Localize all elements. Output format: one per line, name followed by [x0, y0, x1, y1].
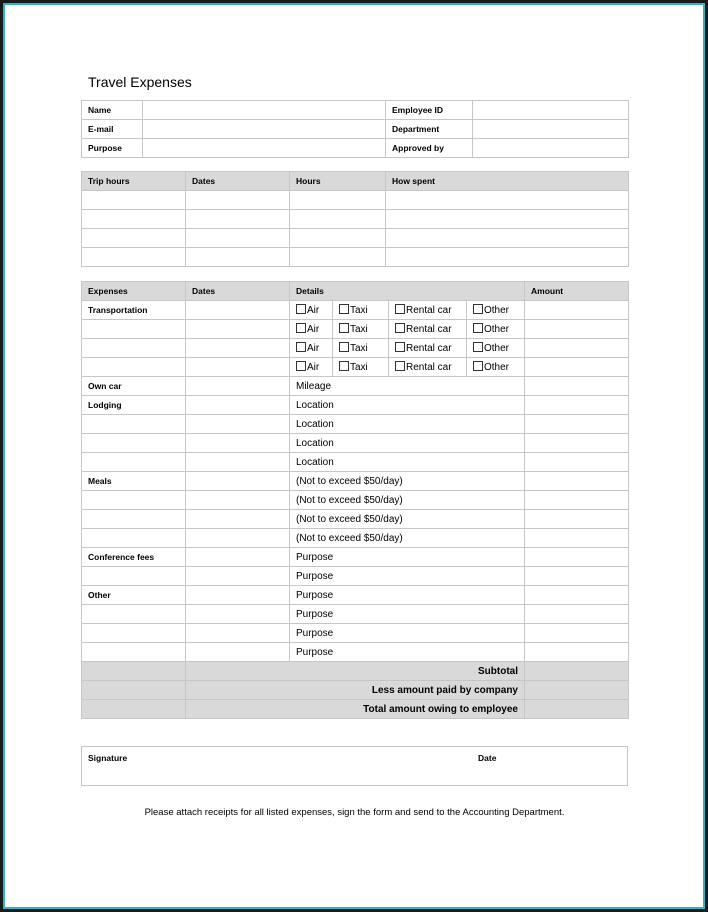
date-cell[interactable]	[186, 453, 290, 472]
checkbox-air[interactable]	[296, 342, 306, 352]
rental-car-option[interactable]: Rental car	[389, 358, 467, 377]
how-spent-header: How spent	[386, 172, 629, 191]
category-cell	[82, 339, 186, 358]
trip-hours-table	[81, 171, 629, 267]
purpose-label: Purpose	[82, 139, 143, 158]
amount-cell[interactable]	[525, 510, 629, 529]
email-label: E-mail	[82, 120, 143, 139]
expenses-table	[81, 281, 629, 719]
employee-info-table	[81, 100, 629, 158]
trip-cell[interactable]	[386, 210, 629, 229]
date-cell[interactable]	[186, 339, 290, 358]
amount-header: Amount	[525, 282, 629, 301]
category-cell	[82, 605, 186, 624]
table-row	[82, 434, 629, 453]
checkbox-rental-car[interactable]	[395, 323, 405, 333]
date-cell[interactable]	[186, 377, 290, 396]
date-label: Date	[478, 753, 497, 763]
trip-cell[interactable]	[82, 248, 186, 267]
amount-cell[interactable]	[525, 358, 629, 377]
date-cell[interactable]	[186, 358, 290, 377]
taxi-option[interactable]: Taxi	[333, 339, 389, 358]
table-row	[82, 191, 629, 210]
amount-cell[interactable]	[525, 453, 629, 472]
table-row	[82, 453, 629, 472]
date-cell[interactable]	[186, 643, 290, 662]
other-option[interactable]: Other	[467, 301, 525, 320]
table-row	[82, 248, 629, 267]
trip-cell[interactable]	[290, 248, 386, 267]
purpose-field[interactable]	[143, 139, 386, 158]
signature-box[interactable]	[81, 746, 628, 786]
amount-cell[interactable]	[525, 320, 629, 339]
category-cell	[82, 358, 186, 377]
rental-car-option[interactable]: Rental car	[389, 301, 467, 320]
footer-note: Please attach receipts for all listed expenses, sign the form and send to the Accounting Department.	[144, 807, 565, 818]
amount-cell[interactable]	[525, 396, 629, 415]
table-row	[82, 605, 629, 624]
taxi-option[interactable]: Taxi	[333, 320, 389, 339]
purpose-cell[interactable]: Purpose	[290, 643, 525, 662]
location-cell[interactable]: Location	[290, 415, 525, 434]
checkbox-rental-car[interactable]	[395, 304, 405, 314]
signature-label: Signature	[88, 753, 128, 763]
purpose-cell[interactable]: Purpose	[290, 567, 525, 586]
checkbox-air[interactable]	[296, 361, 306, 371]
table-row	[82, 320, 629, 339]
table-row	[82, 396, 629, 415]
amount-cell[interactable]	[525, 624, 629, 643]
checkbox-taxi[interactable]	[339, 323, 349, 333]
table-row	[82, 415, 629, 434]
checkbox-other[interactable]	[473, 304, 483, 314]
date-cell[interactable]	[186, 605, 290, 624]
totals-spacer	[82, 681, 186, 700]
trip-cell[interactable]	[186, 229, 290, 248]
subtotal-label: Subtotal	[186, 662, 525, 681]
meals-limit-cell[interactable]: (Not to exceed $50/day)	[290, 472, 525, 491]
table-row	[82, 377, 629, 396]
air-option[interactable]: Air	[290, 301, 333, 320]
amount-cell[interactable]	[525, 434, 629, 453]
other-option[interactable]: Other	[467, 320, 525, 339]
own-car-label: Own car	[82, 377, 186, 396]
amount-cell[interactable]	[525, 415, 629, 434]
category-cell	[82, 529, 186, 548]
purpose-cell[interactable]: Purpose	[290, 586, 525, 605]
table-row	[82, 491, 629, 510]
date-cell[interactable]	[186, 415, 290, 434]
table-row	[82, 624, 629, 643]
air-option[interactable]: Air	[290, 358, 333, 377]
less-paid-row	[82, 681, 629, 700]
trip-cell[interactable]	[386, 229, 629, 248]
name-label: Name	[82, 101, 143, 120]
trip-cell[interactable]	[386, 248, 629, 267]
mileage-cell[interactable]: Mileage	[290, 377, 525, 396]
email-field[interactable]	[143, 120, 386, 139]
category-cell	[82, 453, 186, 472]
table-row	[82, 643, 629, 662]
checkbox-other[interactable]	[473, 361, 483, 371]
purpose-cell[interactable]: Purpose	[290, 605, 525, 624]
taxi-option[interactable]: Taxi	[333, 301, 389, 320]
location-cell[interactable]: Location	[290, 396, 525, 415]
approved-by-label: Approved by	[386, 139, 473, 158]
meals-limit-cell[interactable]: (Not to exceed $50/day)	[290, 529, 525, 548]
amount-cell[interactable]	[525, 548, 629, 567]
less-paid-amount[interactable]	[525, 681, 629, 700]
checkbox-taxi[interactable]	[339, 361, 349, 371]
amount-cell[interactable]	[525, 301, 629, 320]
meals-label: Meals	[82, 472, 186, 491]
location-cell[interactable]: Location	[290, 434, 525, 453]
date-cell[interactable]	[186, 434, 290, 453]
trip-cell[interactable]	[82, 229, 186, 248]
rental-car-option[interactable]: Rental car	[389, 339, 467, 358]
checkbox-air[interactable]	[296, 323, 306, 333]
date-cell[interactable]	[186, 396, 290, 415]
category-cell	[82, 624, 186, 643]
table-row	[82, 472, 629, 491]
table-row	[82, 210, 629, 229]
checkbox-rental-car[interactable]	[395, 361, 405, 371]
table-row	[82, 548, 629, 567]
meals-limit-cell[interactable]: (Not to exceed $50/day)	[290, 510, 525, 529]
date-cell[interactable]	[186, 529, 290, 548]
table-row	[82, 229, 629, 248]
date-cell[interactable]	[186, 548, 290, 567]
trip-hours-col-header: Hours	[290, 172, 386, 191]
form-page	[5, 5, 703, 907]
trip-cell[interactable]	[186, 248, 290, 267]
amount-cell[interactable]	[525, 643, 629, 662]
checkbox-air[interactable]	[296, 304, 306, 314]
category-cell	[82, 510, 186, 529]
totals-spacer	[82, 700, 186, 719]
date-cell[interactable]	[186, 472, 290, 491]
table-row	[82, 339, 629, 358]
date-cell[interactable]	[186, 301, 290, 320]
table-row	[82, 529, 629, 548]
table-row	[82, 567, 629, 586]
date-cell[interactable]	[186, 491, 290, 510]
table-row	[82, 510, 629, 529]
checkbox-taxi[interactable]	[339, 304, 349, 314]
other-option[interactable]: Other	[467, 358, 525, 377]
category-cell	[82, 415, 186, 434]
totals-spacer	[82, 662, 186, 681]
amount-cell[interactable]	[525, 491, 629, 510]
trip-cell[interactable]	[290, 210, 386, 229]
category-cell	[82, 491, 186, 510]
category-cell	[82, 567, 186, 586]
amount-cell[interactable]	[525, 529, 629, 548]
dates-header: Dates	[186, 282, 290, 301]
lodging-label: Lodging	[82, 396, 186, 415]
total-owing-label: Total amount owing to employee	[186, 700, 525, 719]
amount-cell[interactable]	[525, 339, 629, 358]
category-cell	[82, 643, 186, 662]
purpose-cell[interactable]: Purpose	[290, 548, 525, 567]
employee-id-field[interactable]	[473, 101, 629, 120]
employee-id-label: Employee ID	[386, 101, 473, 120]
checkbox-other[interactable]	[473, 323, 483, 333]
approved-by-field[interactable]	[473, 139, 629, 158]
trip-cell[interactable]	[82, 191, 186, 210]
purpose-cell[interactable]: Purpose	[290, 624, 525, 643]
amount-cell[interactable]	[525, 377, 629, 396]
amount-cell[interactable]	[525, 605, 629, 624]
trip-cell[interactable]	[290, 229, 386, 248]
checkbox-other[interactable]	[473, 342, 483, 352]
name-field[interactable]	[143, 101, 386, 120]
trip-cell[interactable]	[386, 191, 629, 210]
category-cell	[82, 434, 186, 453]
subtotal-row	[82, 662, 629, 681]
transportation-label: Transportation	[82, 301, 186, 320]
meals-limit-cell[interactable]: (Not to exceed $50/day)	[290, 491, 525, 510]
total-owing-row	[82, 700, 629, 719]
trip-dates-header: Dates	[186, 172, 290, 191]
category-cell	[82, 320, 186, 339]
date-cell[interactable]	[186, 567, 290, 586]
page-title: Travel Expenses	[88, 74, 192, 90]
trip-cell[interactable]	[186, 210, 290, 229]
air-option[interactable]: Air	[290, 320, 333, 339]
trip-cell[interactable]	[186, 191, 290, 210]
rental-car-option[interactable]: Rental car	[389, 320, 467, 339]
taxi-option[interactable]: Taxi	[333, 358, 389, 377]
location-cell[interactable]: Location	[290, 453, 525, 472]
checkbox-rental-car[interactable]	[395, 342, 405, 352]
trip-cell[interactable]	[290, 191, 386, 210]
table-row	[82, 301, 629, 320]
checkbox-taxi[interactable]	[339, 342, 349, 352]
trip-hours-header: Trip hours	[82, 172, 186, 191]
date-cell[interactable]	[186, 320, 290, 339]
amount-cell[interactable]	[525, 586, 629, 605]
less-paid-label: Less amount paid by company	[186, 681, 525, 700]
table-row	[82, 586, 629, 605]
amount-cell[interactable]	[525, 472, 629, 491]
date-cell[interactable]	[186, 624, 290, 643]
other-label: Other	[82, 586, 186, 605]
details-header: Details	[290, 282, 525, 301]
trip-cell[interactable]	[82, 210, 186, 229]
conference-fees-label: Conference fees	[82, 548, 186, 567]
expenses-header: Expenses	[82, 282, 186, 301]
total-owing-amount[interactable]	[525, 700, 629, 719]
date-cell[interactable]	[186, 586, 290, 605]
subtotal-amount[interactable]	[525, 662, 629, 681]
table-row	[82, 358, 629, 377]
amount-cell[interactable]	[525, 567, 629, 586]
air-option[interactable]: Air	[290, 339, 333, 358]
department-label: Department	[386, 120, 473, 139]
date-cell[interactable]	[186, 510, 290, 529]
other-option[interactable]: Other	[467, 339, 525, 358]
department-field[interactable]	[473, 120, 629, 139]
